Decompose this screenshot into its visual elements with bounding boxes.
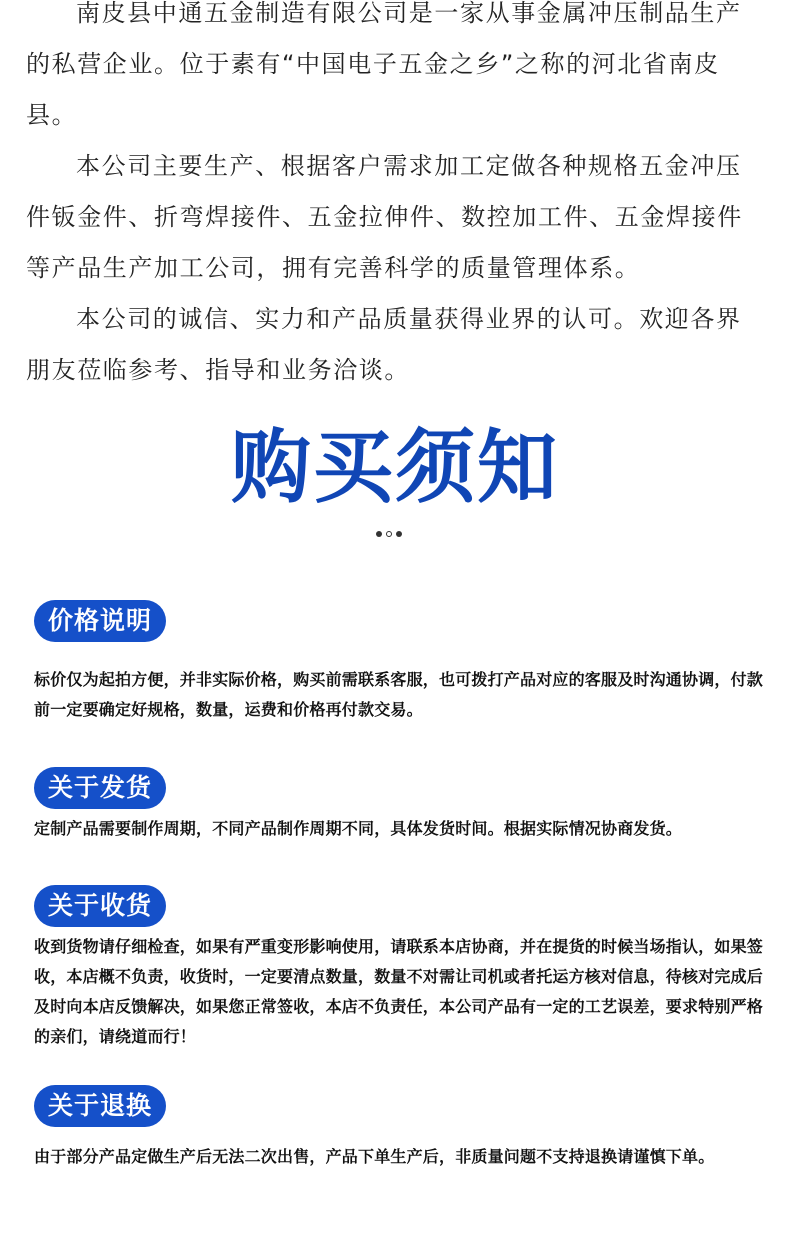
intro-paragraph-3: 本公司的诚信、实力和产品质量获得业界的认可。欢迎各界朋友莅临参考、指导和业务洽谈。 bbox=[26, 305, 742, 384]
section-text: 由于部分产品定做生产后无法二次出售，产品下单生产后，非质量问题不支持退换请谨慎下单。 bbox=[34, 1147, 715, 1166]
section-text: 标价仅为起拍方便，并非实际价格，购买前需联系客服，也可拨打产品对应的客服及时沟通协调，付款前一定要确定好规格，数量，运费和价格再付款交易。 bbox=[34, 670, 764, 719]
dot-icon bbox=[376, 531, 382, 537]
intro-paragraph-2: 本公司主要生产、根据客户需求加工定做各种规格五金冲压件钣金件、折弯焊接件、五金拉伸件、数控加工件、五金焊接件等产品生产加工公司，拥有完善科学的质量管理体系。 bbox=[26, 152, 743, 282]
intro-paragraph-1: 南皮县中通五金制造有限公司是一家从事金属冲压制品生产的私营企业。位于素有“中国电子五金之乡”之称的河北省南皮县。 bbox=[26, 0, 742, 129]
section-returns bbox=[34, 1085, 764, 1172]
section-receiving bbox=[34, 885, 764, 1052]
section-text: 定制产品需要制作周期，不同产品制作周期不同，具体发货时间。根据实际情况协商发货。 bbox=[34, 819, 683, 838]
purchase-notice-heading: 购买须知 bbox=[231, 421, 559, 514]
section-badge: 关于退换 bbox=[34, 1085, 166, 1127]
section-shipping bbox=[34, 767, 764, 844]
section-price bbox=[34, 600, 764, 725]
section-badge: 价格说明 bbox=[34, 600, 166, 642]
dot-icon bbox=[386, 531, 392, 537]
section-badge: 关于发货 bbox=[34, 767, 166, 809]
section-text: 收到货物请仔细检查，如果有严重变形影响使用，请联系本店协商，并在提货的时候当场指认，如果签收，本店概不负责，收货时，一定要清点数量，数量不对需让司机或者托运方核对信息，待核对完成后及时向本店反馈解决，如果您正常签收，本店不负责任，本公司产品有一定的工艺误差，要求特别严格的亲们，请绕道而行！ bbox=[34, 937, 764, 1046]
company-intro bbox=[26, 0, 766, 396]
section-badge: 关于收货 bbox=[34, 885, 166, 927]
divider-dots bbox=[376, 531, 402, 537]
dot-icon bbox=[396, 531, 402, 537]
